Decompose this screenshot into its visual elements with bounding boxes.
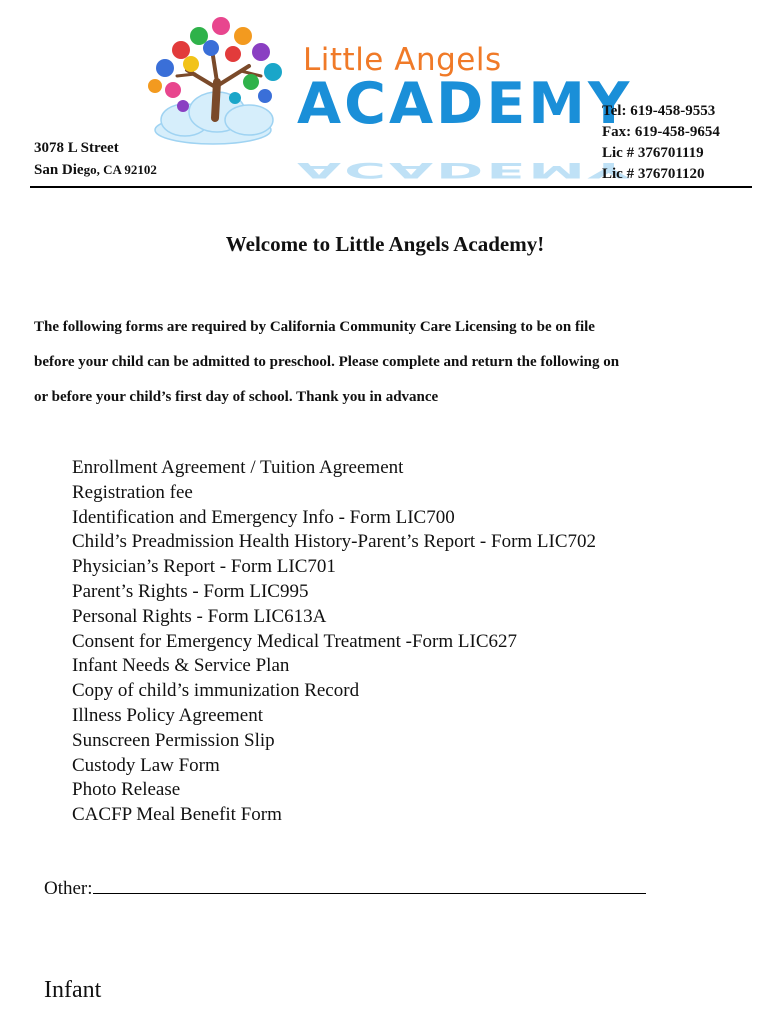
list-item: Parent’s Rights - Form LIC995 xyxy=(72,580,309,602)
list-item: Enrollment Agreement / Tuition Agreement xyxy=(72,457,404,478)
list-item: Sunscreen Permission Slip xyxy=(72,729,275,751)
other-blank-line[interactable] xyxy=(93,877,646,894)
list-item: Child’s Preadmission Health History-Parent’s Report - Form LIC702 xyxy=(72,531,597,553)
list-item: Copy of child’s immunization Record xyxy=(72,680,360,702)
fax-line: Fax: 619-458-9654 xyxy=(602,124,720,140)
list-item: Illness Policy Agreement xyxy=(72,704,264,726)
list-item: Physician’s Report - Form LIC701 xyxy=(72,556,336,578)
intro-paragraph xyxy=(34,310,744,415)
list-item: Registration fee xyxy=(72,481,193,503)
logo-academy: ACADEMY xyxy=(297,71,633,137)
license-line-1: Lic # 376701119 xyxy=(602,145,704,161)
list-item: Custody Law Form xyxy=(72,754,220,776)
phone-line: Tel: 619-458-9553 xyxy=(602,103,716,119)
other-label: Other: xyxy=(44,878,93,899)
list-item: CACFP Meal Benefit Form xyxy=(72,804,282,826)
list-item: Photo Release xyxy=(72,779,181,801)
list-item: Identification and Emergency Info - Form LIC700 xyxy=(72,506,455,528)
list-item: Consent for Emergency Medical Treatment -Form LIC627 xyxy=(72,630,518,652)
list-item: Infant Needs & Service Plan xyxy=(72,655,290,677)
intro-line: before your child can be admitted to preschool. Please complete and return the following on xyxy=(34,354,620,370)
header-divider xyxy=(30,186,752,188)
list-item: Personal Rights - Form LIC613A xyxy=(72,605,327,627)
intro-line: or before your child’s first day of school. Thank you in advance xyxy=(34,389,439,405)
logo-academy-reflection: ACADEMY xyxy=(297,157,633,183)
welcome-heading: Welcome to Little Angels Academy! xyxy=(225,232,545,256)
city-line xyxy=(34,159,157,181)
license-line-2: Lic # 376701120 xyxy=(602,166,705,182)
contact-block xyxy=(602,101,720,185)
city-part-a: San Die xyxy=(34,162,84,178)
infant-heading: Infant xyxy=(44,977,102,1003)
other-field xyxy=(44,877,646,900)
intro-line: The following forms are required by California Community Care Licensing to be on file xyxy=(34,319,595,335)
street-address xyxy=(34,138,157,181)
academy-logo xyxy=(125,10,633,183)
city-part-b: go, CA 92102 xyxy=(83,162,157,177)
required-forms-list xyxy=(72,456,596,828)
logo-title: Little Angels xyxy=(303,42,502,78)
street-line: 3078 L Street xyxy=(34,140,119,156)
